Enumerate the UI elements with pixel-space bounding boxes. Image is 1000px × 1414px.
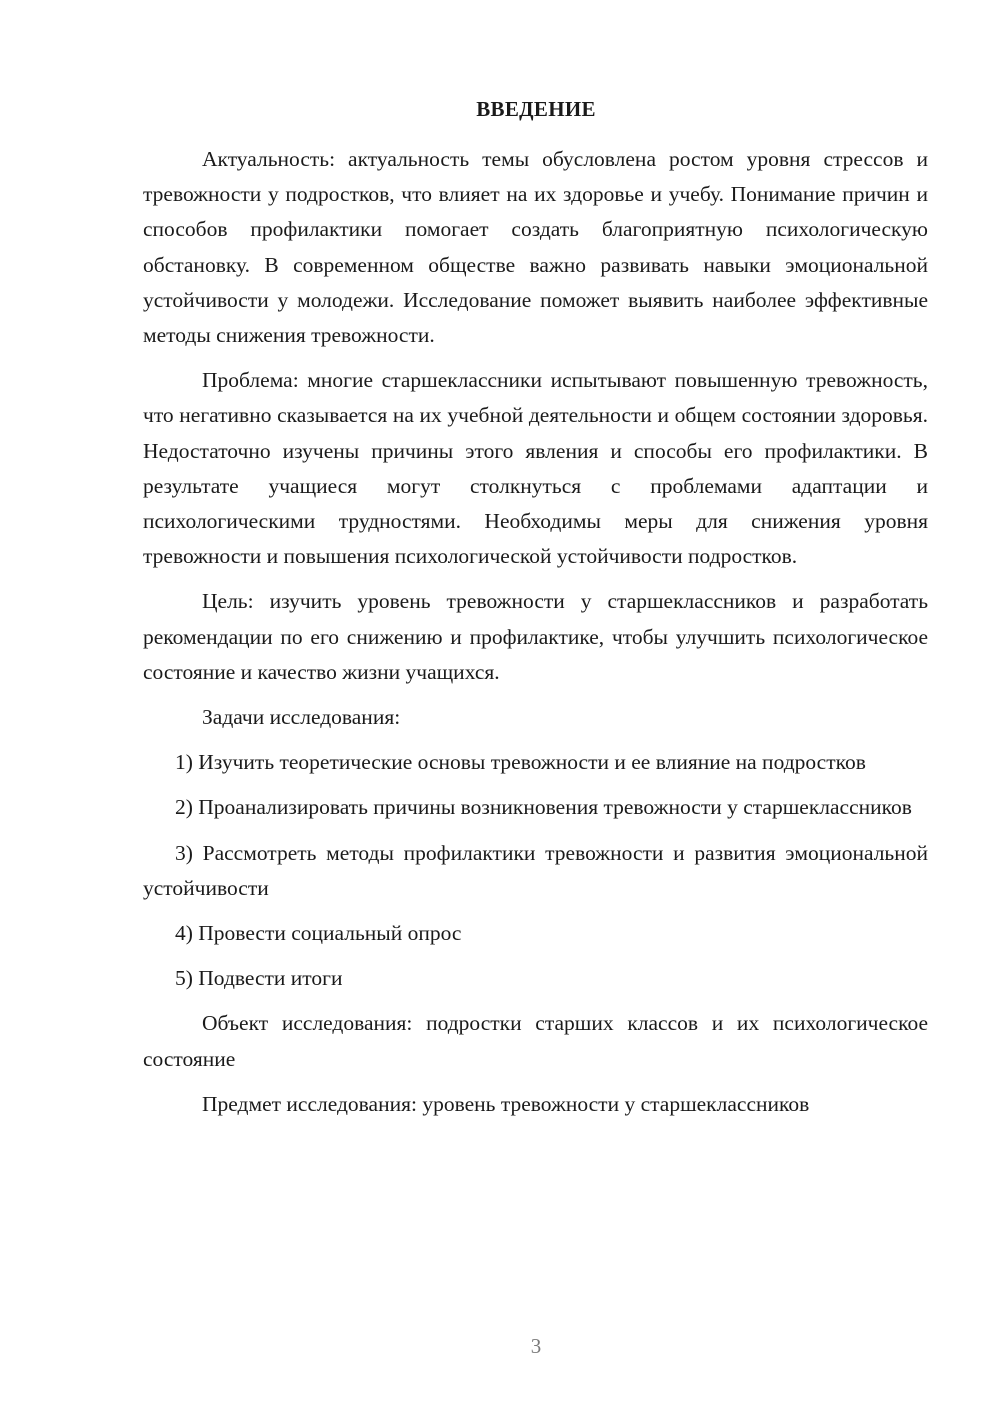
goal-paragraph: Цель: изучить уровень тревожности у старшеклассников и разработать рекомендации по его снижению и профилактике, чтобы улучшить психологическое состояние и качество жизни учащихся. [143, 589, 928, 684]
object-paragraph: Объект исследования: подростки старших классов и их психологическое состояние [143, 1011, 928, 1071]
task-item-4: 4) Провести социальный опрос [175, 921, 462, 946]
subject-paragraph: Предмет исследования: уровень тревожности у старшеклассников [202, 1091, 810, 1116]
tasks-list [143, 745, 928, 996]
relevance-paragraph: Актуальность: актуальность темы обусловлена ростом уровня стрессов и тревожности у подростков, что влияет на их здоровье и учебу. Понимание причин и способов профилактики помогает создать благоприятную психологическую обстановку. В современном обществе важно развивать навыки эмоциональной устойчивости у молодежи. Исследование поможет выявить наиболее эффективные методы снижения тревожности. [143, 147, 928, 348]
tasks-title: Задачи исследования: [202, 705, 401, 730]
problem-paragraph: Проблема: многие старшеклассники испытывают повышенную тревожность, что негативно сказывается на их учебной деятельности и общем состоянии здоровья. Недостаточно изучены причины этого явления и способы его профилактики. В результате учащиеся могут столкнуться с проблемами адаптации и психологическими трудностями. Необходимы меры для снижения уровня тревожности и повышения психологической устойчивости подростков. [143, 368, 928, 569]
page-number: 3 [530, 1334, 542, 1358]
task-item-1: 1) Изучить теоретические основы тревожности и ее влияние на подростков [175, 750, 866, 775]
section-heading: ВВЕДЕНИЕ [476, 97, 596, 121]
document-body [143, 142, 928, 1122]
task-item-2: 2) Проанализировать причины возникновения тревожности у старшеклассников [175, 795, 912, 820]
task-item-5: 5) Подвести итоги [175, 966, 343, 991]
task-item-3: 3) Рассмотреть методы профилактики тревожности и развития эмоциональной устойчивости [143, 840, 928, 900]
